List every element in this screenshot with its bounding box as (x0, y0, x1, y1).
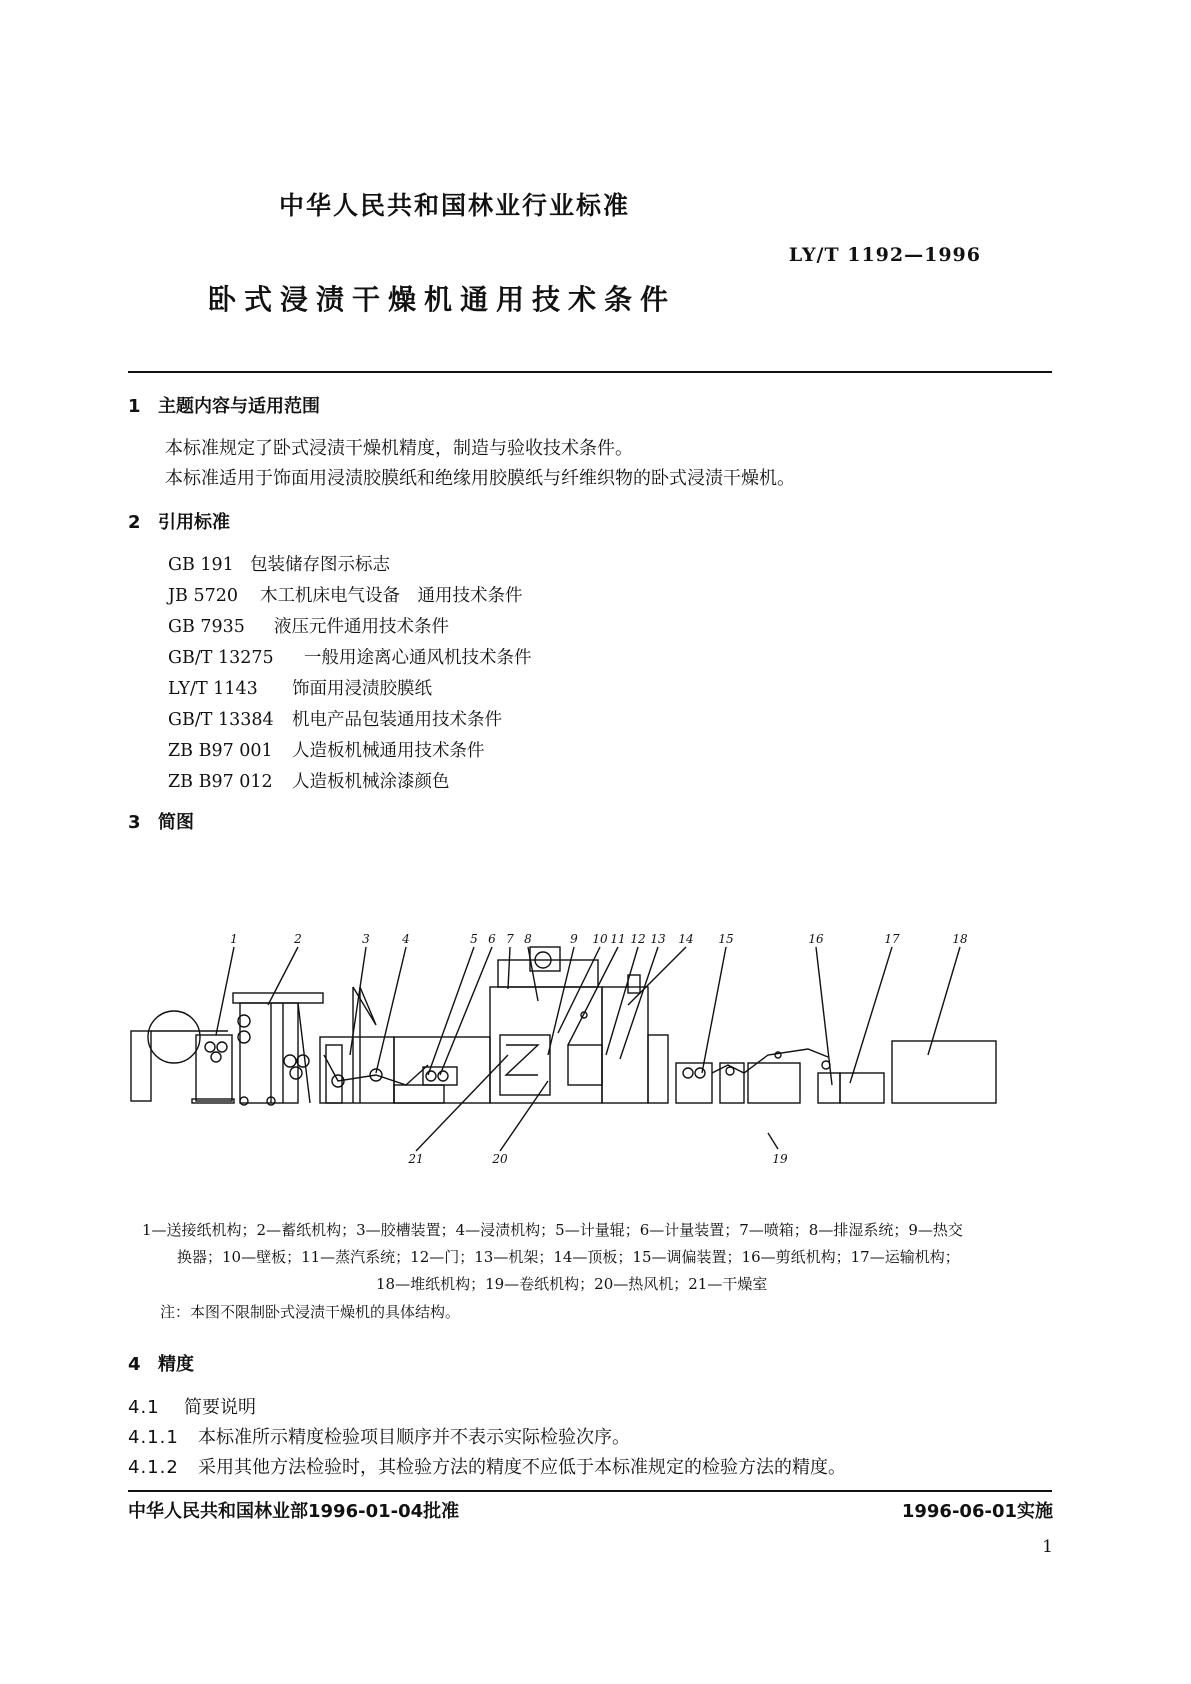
clause-text: 采用其他方法检验时，其检验方法的精度不应低于本标准规定的检验方法的精度。 (198, 1457, 846, 1478)
reference-code: GB/T 13384 (168, 710, 274, 730)
reference-title: 机电产品包装通用技术条件 (292, 710, 502, 730)
section-1-title: 主题内容与适用范围 (158, 396, 320, 417)
section-3-number: 3 (128, 812, 141, 833)
section-3-heading (128, 808, 194, 834)
section-4-title: 精度 (158, 1354, 194, 1375)
reference-row (168, 582, 523, 607)
org-title: 中华人民共和国林业行业标准 (279, 191, 631, 220)
page-number: 1 (1042, 1537, 1053, 1557)
reference-row (168, 768, 450, 793)
reference-code: GB 191 (168, 555, 234, 575)
reference-code: ZB B97 012 (168, 772, 273, 792)
legend-line-3: 18—堆纸机构；19—卷纸机构；20—热风机；21—干燥室 (376, 1275, 768, 1293)
clause-text: 本标准所示精度检验项目顺序并不表示实际检验次序。 (198, 1427, 630, 1448)
diagram-label-8: 8 (524, 932, 532, 946)
document-title: 卧式浸渍干燥机通用技术条件 (208, 283, 677, 316)
reference-row (168, 644, 532, 669)
diagram-label-16: 16 (808, 932, 824, 946)
section-4-heading (128, 1350, 194, 1376)
section-1-para-2: 本标准适用于饰面用浸渍胶膜纸和绝缘用胶膜纸与纤维织物的卧式浸渍干燥机。 (165, 468, 795, 489)
diagram-label-2: 2 (294, 932, 302, 946)
bottom-rule (128, 1490, 1052, 1492)
reference-title: 包装储存图示标志 (250, 555, 390, 575)
section-1-heading (128, 392, 320, 418)
diagram-label-18: 18 (952, 932, 968, 946)
diagram-label-4: 4 (402, 932, 410, 946)
metering-unit (423, 1067, 457, 1085)
standard-code: LY/T 1192—1996 (788, 244, 981, 266)
legend-line-1: 1—送接纸机构；2—蓄纸机构；3—胶槽装置；4—浸渍机构；5—计量辊；6—计量装置；7—喷箱；8—排湿系统；9—热交 (142, 1221, 963, 1239)
paper-roll (148, 1011, 200, 1063)
section-4-number: 4 (128, 1354, 141, 1375)
reference-row (168, 675, 432, 700)
legend-line-2: 换器；10—壁板；11—蒸汽系统；12—门；13—机架；14—顶板；15—调偏装置；16—剪纸机构；17—运输机构； (177, 1248, 960, 1266)
clause-number: 4.1.2 (128, 1457, 179, 1478)
diagram-label-15: 15 (718, 932, 734, 946)
diagram-label-11: 11 (610, 932, 626, 946)
implementation-date: 1996-06-01实施 (901, 1501, 1053, 1522)
diagram-label-1: 1 (230, 932, 238, 946)
diagram-label-5: 5 (470, 932, 478, 946)
diagram-note: 注：本图不限制卧式浸渍干燥机的具体结构。 (160, 1303, 461, 1321)
diagram-label-21: 21 (408, 1152, 424, 1166)
diagram-label-9: 9 (570, 932, 578, 946)
clause-4-1-2 (128, 1453, 846, 1479)
reference-title: 一般用途离心通风机技术条件 (304, 648, 532, 668)
reference-code: JB 5720 (168, 586, 238, 606)
reference-code: GB/T 13275 (168, 648, 274, 668)
reference-title: 人造板机械通用技术条件 (292, 741, 485, 761)
diagram-label-6: 6 (488, 932, 496, 946)
reference-title: 人造板机械涂漆颜色 (292, 772, 450, 792)
clause-number: 4.1 (128, 1397, 160, 1418)
guide-unit (676, 1063, 712, 1103)
diagram-label-13: 13 (650, 932, 666, 946)
diagram-label-3: 3 (362, 932, 370, 946)
top-rule (128, 371, 1052, 373)
reference-title: 饰面用浸渍胶膜纸 (292, 679, 432, 699)
clause-number: 4.1.1 (128, 1427, 179, 1448)
stacker-unit (892, 1041, 996, 1103)
diagram-label-12: 12 (630, 932, 646, 946)
conveyor-unit (840, 1073, 884, 1103)
machine-schematic-diagram (128, 905, 1068, 1180)
clause-4-1-1 (128, 1423, 630, 1449)
clause-text: 简要说明 (184, 1397, 256, 1418)
rewind-unit (748, 1063, 800, 1103)
reference-row (168, 737, 485, 762)
section-3-title: 简图 (158, 812, 194, 833)
section-2-number: 2 (128, 512, 141, 533)
clause-4-1 (128, 1393, 256, 1419)
reference-row (168, 551, 390, 576)
reference-row (168, 613, 449, 638)
section-2-title: 引用标准 (158, 512, 230, 533)
reference-title: 液压元件通用技术条件 (274, 617, 449, 637)
reference-code: ZB B97 001 (168, 741, 273, 761)
diagram-label-19: 19 (772, 1152, 788, 1166)
reference-code: GB 7935 (168, 617, 245, 637)
diagram-label-10: 10 (592, 932, 608, 946)
diagram-label-7: 7 (506, 932, 514, 946)
section-1-number: 1 (128, 396, 141, 417)
diagram-label-14: 14 (678, 932, 694, 946)
reference-title: 木工机床电气设备 通用技术条件 (260, 586, 523, 606)
diagram-label-20: 20 (492, 1152, 508, 1166)
section-2-heading (128, 508, 230, 534)
approval-line: 中华人民共和国林业部1996-01-04批准 (128, 1501, 460, 1522)
reference-code: LY/T 1143 (168, 679, 258, 699)
diagram-label-17: 17 (884, 932, 900, 946)
reference-row (168, 706, 502, 731)
section-1-para-1: 本标准规定了卧式浸渍干燥机精度，制造与验收技术条件。 (165, 438, 633, 459)
